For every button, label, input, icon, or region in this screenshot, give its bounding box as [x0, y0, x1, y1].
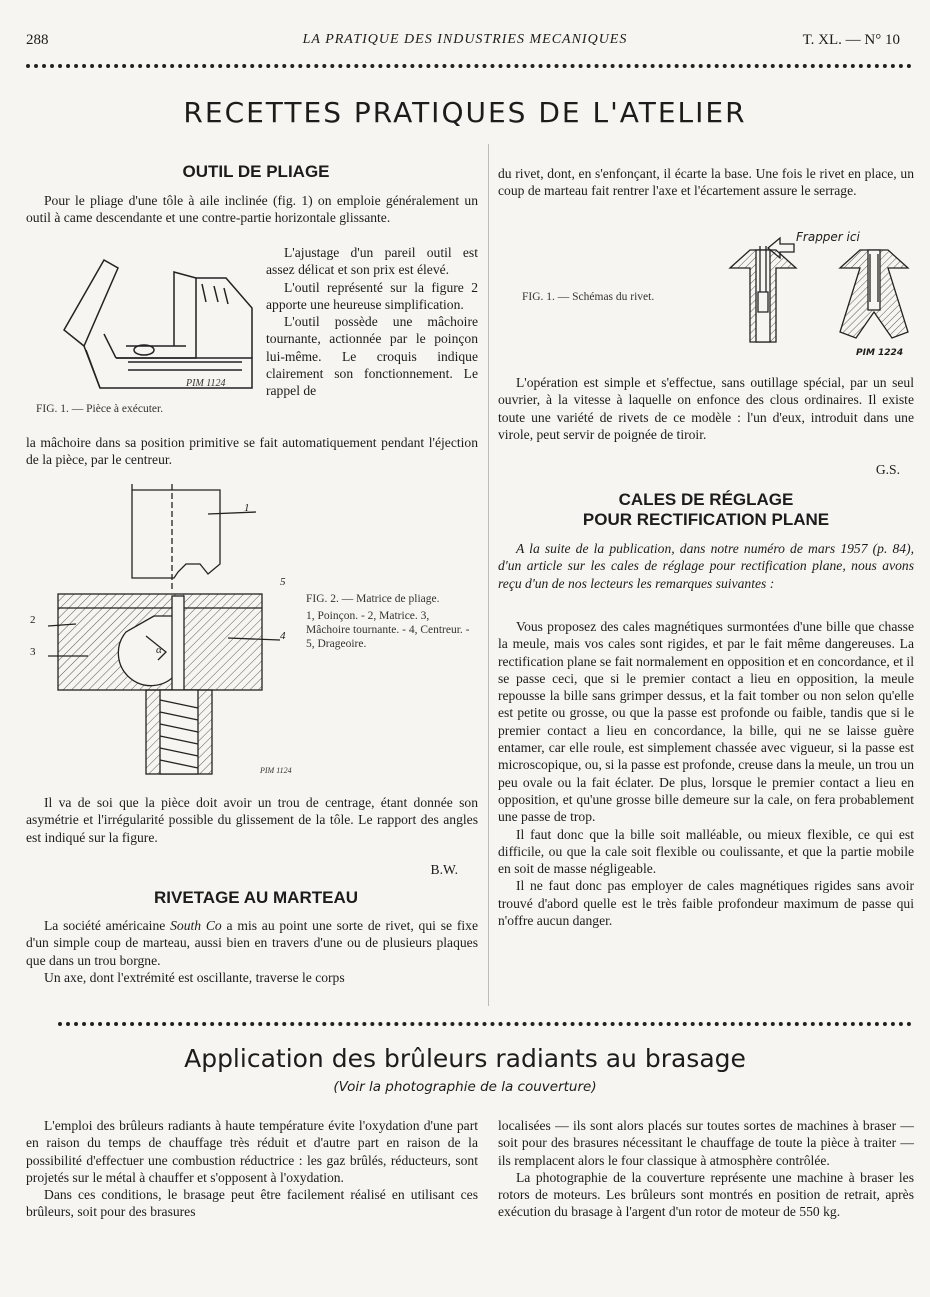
fig2-angle-label: α: [156, 644, 162, 656]
rivet-fig-mark: PIM 1224: [856, 348, 904, 358]
outil-beside-figure-text: [266, 244, 478, 400]
rivetage-text-left: [26, 917, 478, 986]
cales-body: [498, 618, 914, 929]
application-paragraph-3: La photographie de la couverture représente une machine à braser les rotors de moteurs. Les brûleurs sont montrés en position de retrait, après exécution du brasage à l'argent d'un rotor de moteur de 550 kg.: [498, 1169, 914, 1220]
fig2-label-2: 2: [30, 614, 36, 626]
header-dotted-rule: [26, 64, 912, 68]
fig1-caption: FIG. 1. — Pièce à exécuter.: [36, 403, 164, 415]
application-paragraph-2-continued: localisées — ils sont alors placés sur toutes sortes de machines à braser — soit pour des brasures nécessitant le chauffage de toute la pièce à traiter — ils remplacent alors le four classique à atmosphère contrôlée.: [498, 1118, 914, 1168]
application-paragraph-1: L'emploi des brûleurs radiants à haute température évite l'oxydation d'une part en raison du temps de chauffage très réduit et d'autre part en raison de la possibilité d'effectuer une combustion réductrice : les gaz brûlés, réducteurs, sont projetés sur le métal à chauffer et s'opposent à l'oxydation.: [26, 1118, 478, 1185]
cales-title-line-1: CALES DE RÉGLAGE: [618, 490, 794, 509]
outil-paragraph-5: Il va de soi que la pièce doit avoir un trou de centrage, étant donnée son asymétrie et l'irrégularité possible du glissement de la tôle. Le rapport des angles est indiqué sur la figure.: [26, 795, 478, 845]
journal-title: LA PRATIQUE DES INDUSTRIES MECANIQUES: [302, 32, 628, 47]
company-name: South Co: [170, 918, 222, 933]
outil-signature: B.W.: [430, 862, 458, 877]
rivet-fig-caption: FIG. 1. — Schémas du rivet.: [522, 291, 655, 303]
application-title: Application des brûleurs radiants au brasage: [184, 1044, 746, 1073]
rivetage-paragraph-3: L'opération est simple et s'effectue, sans outillage spécial, par un seul ouvrier, à la vitesse à laquelle on enfonce des clous ordinaires. Il existe toute une variété de rivets de ce modèle : l'un d'eux, introduit dans une virole, peut servir de poignée de tiroir.: [498, 375, 914, 442]
rivet-drawing: [724, 232, 920, 348]
cales-paragraph-1: Vous proposez des cales magnétiques surmontées d'une bille que chasse la meule, mais vos cales sont rigides, et par le fait même dangereuses. La rectification plane se fait normalement en opposition et en concordance, et il se passe ceci, que si le premier contact a lieu en opposition, la meule repousse la bille sans grimper dessus, et la fait tomber ou non selon qu'elle est petite ou grosse, ou que la passe est profonde ou faible, tandis que si le premier contact a lieu en concordance, la bille, qui ne se laisse guère entamer, car elle roule, est simplement chassée avec vigueur, si la passe est microscopique, ou, si la passe est profonde, creuse dans la meule, un trou un peu ovale ou la fait éclater. De plus, lorsque le premier contact a lieu en opposition, et qu'une grosse bille demeure sur la cale, on fera probablement une passe de trop.: [498, 619, 914, 825]
rivetage-right-text-2: [498, 374, 914, 443]
section-dotted-rule: [58, 1022, 912, 1026]
application-right-column: [498, 1117, 914, 1221]
application-left-column: [26, 1117, 478, 1221]
volume-number: T. XL. — N° 10: [802, 32, 900, 48]
outil-paragraph-4-continued-block: [26, 434, 478, 469]
outil-paragraph-2: L'ajustage d'un pareil outil est assez délicat et son prix est élevé.: [266, 245, 478, 278]
outil-intro: [26, 192, 478, 227]
rivetage-title: RIVETAGE AU MARTEAU: [154, 888, 358, 907]
column-divider: [488, 144, 489, 1006]
application-subtitle: (Voir la photographie de la couverture): [333, 1079, 597, 1095]
outil-paragraph-4: L'outil possède une mâchoire tournante, actionnée par le poinçon lui-même. Le croquis indique clairement son fonctionnement. Le rappel de: [266, 314, 478, 399]
rivetage-text-right: [498, 165, 914, 200]
rivetage-signature: G.S.: [875, 462, 900, 477]
fig2-label-1: 1: [244, 502, 250, 514]
rivetage-paragraph-2: Un axe, dont l'extrémité est oscillante, traverse le corps: [44, 969, 345, 985]
fig2-caption-block: [306, 592, 476, 651]
application-paragraph-2: Dans ces conditions, le brasage peut être facilement réalisé en utilisant ces brûleurs, soit pour des brasures: [26, 1187, 478, 1220]
fig2-legend: 1, Poinçon. - 2, Matrice. 3, Mâchoire tournante. - 4, Centreur. - 5, Drageoire.: [306, 610, 470, 650]
outil-title: OUTIL DE PLIAGE: [182, 162, 330, 181]
rivetage-paragraph-2-continued: du rivet, dont, en s'enfonçant, il écarte la base. Une fois le rivet en place, un coup de marteau fait rentrer l'axe et l'écartement assure le serrage.: [498, 166, 914, 199]
rivet-fig-label: Frapper ici: [796, 230, 860, 244]
section-main-title: RECETTES PRATIQUES DE L'ATELIER: [183, 96, 747, 129]
cales-title: [498, 490, 914, 530]
cales-lead: A la suite de la publication, dans notre numéro de mars 1957 (p. 84), d'un article sur les cales de réglage pour rectification plane, nous avons reçu d'un de nos lecteurs les remarques suivantes :: [498, 541, 914, 591]
fig2-label-4: 4: [280, 630, 286, 642]
page-number: 288: [26, 32, 49, 48]
fig1-mark: PIM 1124: [186, 378, 226, 389]
cales-paragraph-3: Il ne faut donc pas employer de cales magnétiques rigides sans avoir trouvé d'abord quelle est le très faible profondeur maximum de passe qui n'offre aucun danger.: [498, 878, 914, 929]
cales-title-line-2: POUR RECTIFICATION PLANE: [582, 510, 830, 529]
outil-paragraph-4-continued: la mâchoire dans sa position primitive se fait automatiquement pendant l'éjection de la pièce, par le centreur.: [26, 435, 478, 468]
cales-paragraph-2: Il faut donc que la bille soit malléable, ou mieux flexible, ce qui est difficile, ou que la cale soit flexible ou coulissante, et que la partie mobile en soit de masse négligeable.: [498, 826, 914, 877]
outil-paragraph-1: Pour le pliage d'une tôle à aile inclinée (fig. 1) on emploie généralement un outil à came descendante et une contre-partie horizontale glissante.: [26, 193, 478, 226]
rivetage-paragraph-1: La société américaine South Co a mis au point une sorte de rivet, qui se fixe d'un simple coup de marteau, aussi bien en travers d'une ou de plusieurs plaques que dans un trou borgne.: [26, 918, 478, 968]
fig2-caption: FIG. 2. — Matrice de pliage.: [306, 593, 440, 605]
outil-paragraph-3: L'outil représenté sur la figure 2 apporte une heureuse simplification.: [266, 279, 478, 312]
fig1-bent-sheet-drawing: [56, 258, 266, 398]
fig2-label-3: 3: [30, 646, 36, 658]
outil-conclusion: [26, 794, 478, 846]
fig2-label-5: 5: [280, 576, 286, 588]
cales-lead-block: [498, 540, 914, 592]
fig2-die-drawing: [48, 484, 280, 782]
fig2-mark: PIM 1124: [260, 766, 292, 775]
